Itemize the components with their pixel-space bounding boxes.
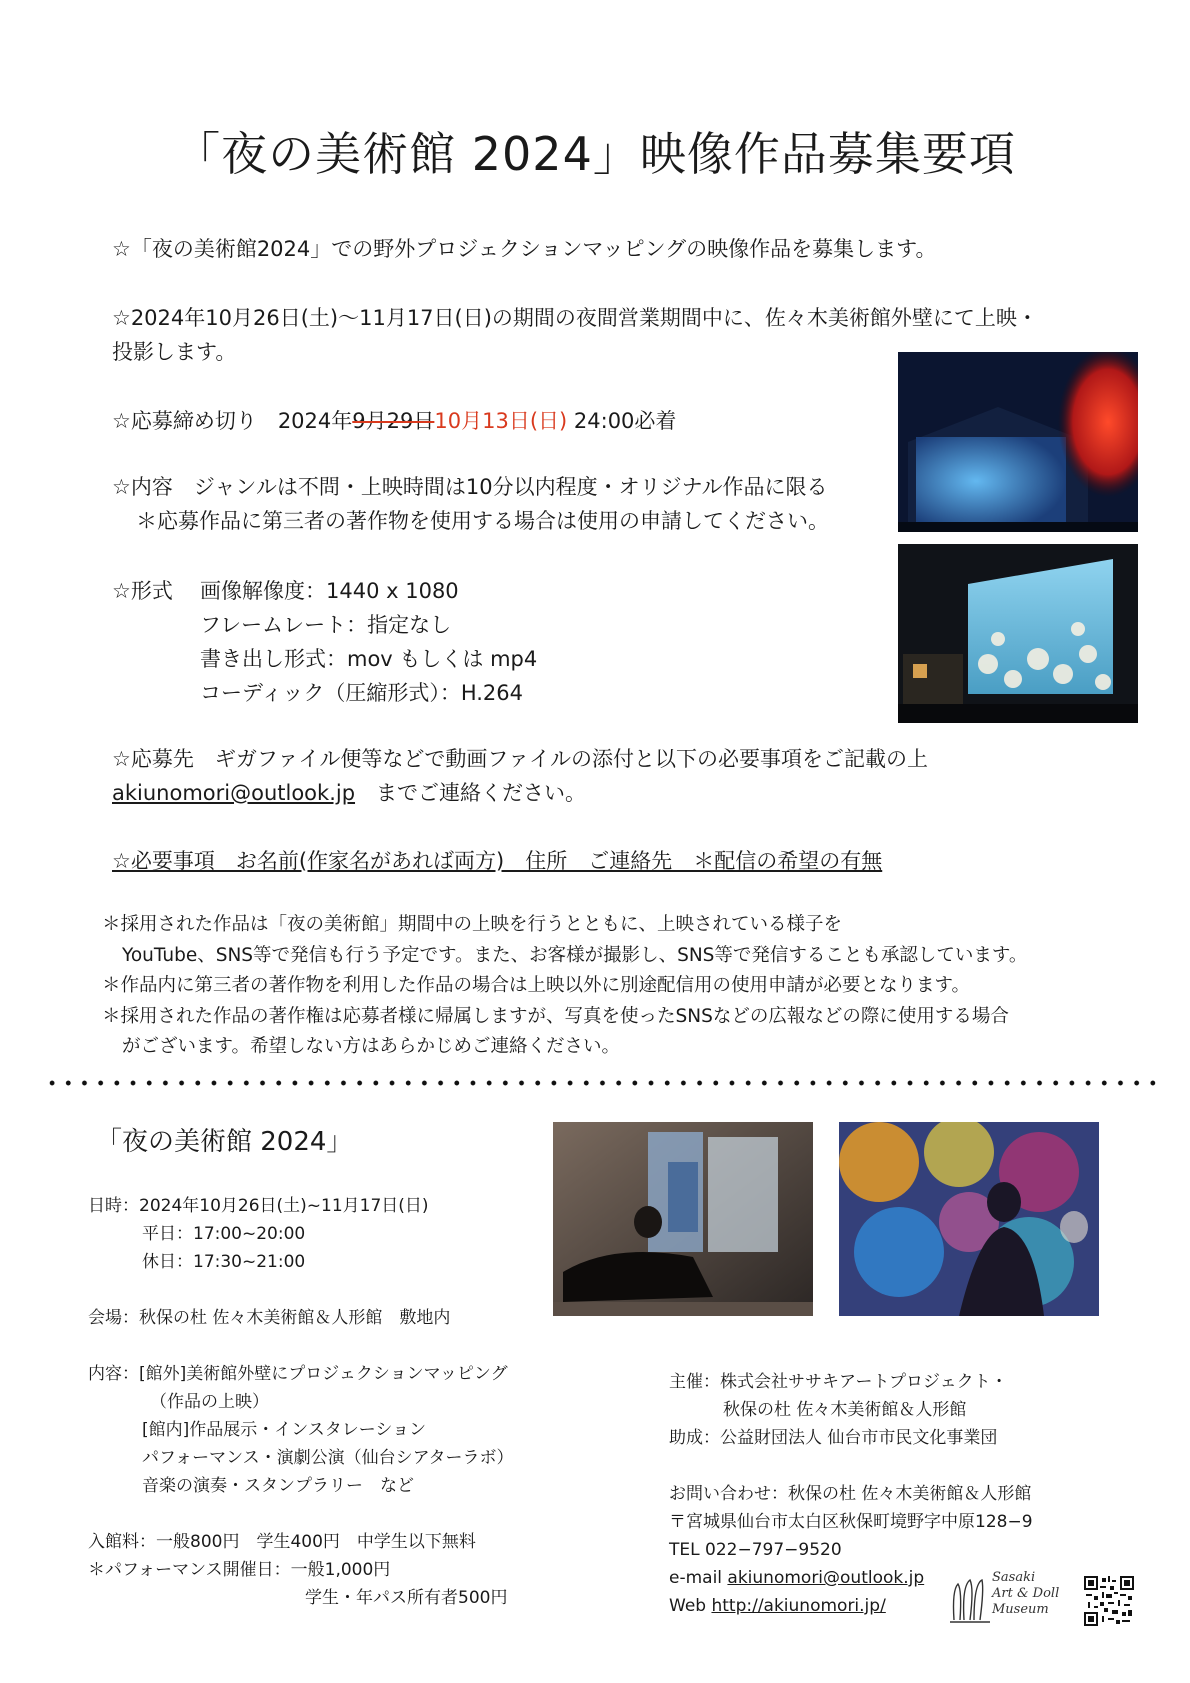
contact-web-link[interactable]: http://akiunomori.jp/: [711, 1596, 886, 1616]
event-content-line: [館内]作品展示・インスタレーション: [142, 1420, 427, 1440]
intro-line-2b: 投影します。: [112, 340, 237, 364]
format-item: 画像解像度：1440 x 1080: [200, 579, 459, 603]
event-content-line: パフォーマンス・演劇公演（仙台シアターラボ）: [142, 1448, 514, 1468]
note-line: ＊採用された作品の著作権は応募者様に帰属しますが、写真を使ったSNSなどの広報などの際に使用する場合: [102, 1005, 1009, 1027]
required-items: ☆必要事項 お名前(作家名があれば両方) 住所 ご連絡先 ＊配信の希望の有無: [112, 849, 883, 873]
event-schedule: [88, 1192, 429, 1276]
event-perf-fee: ＊パフォーマンス開催日：一般1,000円: [88, 1560, 391, 1580]
format-item: 書き出し形式：mov もしくは mp4: [200, 647, 538, 671]
logo-line-3: Museum: [992, 1602, 1049, 1617]
event-content: [88, 1360, 513, 1500]
note-line: ＊採用された作品は「夜の美術館」期間中の上映を行うとともに、上映されている様子を: [102, 914, 843, 935]
event-content-line: 内容：[館外]美術館外壁にプロジェクションマッピング: [88, 1364, 508, 1384]
contact-address: 〒宮城県仙台市太白区秋保町境野字中原128−9: [669, 1512, 1033, 1532]
deadline-tail: 24:00必着: [567, 409, 677, 433]
organizer-support: 助成：公益財団法人 仙台市市民文化事業団: [669, 1428, 998, 1448]
page-title: 「夜の美術館 2024」映像作品募集要項: [174, 127, 1016, 181]
content-line-2: ＊応募作品に第三者の著作物を使用する場合は使用の申請してください。: [136, 509, 829, 533]
event-content-line: （作品の上映）: [150, 1392, 269, 1412]
format-item: フレームレート：指定なし: [200, 613, 452, 637]
apply: [112, 742, 928, 810]
note-line: YouTube、SNS等で発信も行う予定です。また、お客様が撮影し、SNS等で発信することも承認しています。: [122, 944, 1028, 966]
note-line: ＊作品内に第三者の著作物を利用した作品の場合は上映以外に別途配信用の使用申請が必要となります。: [102, 975, 971, 996]
event-venue: 会場：秋保の杜 佐々木美術館＆人形館 敷地内: [88, 1308, 451, 1328]
contact-web-label: Web: [669, 1596, 712, 1616]
event-holiday: 休日：17:30~21:00: [142, 1252, 306, 1272]
logo-line-2: Art & Doll: [992, 1586, 1060, 1601]
logo-line-1: Sasaki: [992, 1570, 1036, 1585]
event-title: 「夜の美術館 2024」: [96, 1127, 353, 1157]
format-list: [200, 574, 537, 710]
museum-logo: [948, 1570, 1073, 1626]
event-content-line: 音楽の演奏・スタンプラリー など: [142, 1476, 414, 1496]
photo-projection-flowers: [898, 544, 1138, 723]
photo-piano-silhouette: [553, 1122, 813, 1316]
event-fee: 入館料：一般800円 学生400円 中学生以下無料: [88, 1532, 476, 1552]
event-date: 日時：2024年10月26日(土)~11月17日(日): [88, 1196, 429, 1216]
event-fees: [88, 1528, 507, 1612]
notes: [102, 910, 1027, 1063]
organizer-host-2: 秋保の杜 佐々木美術館＆人形館: [723, 1400, 967, 1420]
event-perf-fee-2: 学生・年パス所有者500円: [305, 1588, 508, 1608]
photo-colorful-silhouette: [839, 1122, 1099, 1316]
organizer-block: [669, 1368, 1008, 1452]
contact-email-link[interactable]: akiunomori@outlook.jp: [727, 1568, 925, 1588]
event-weekday: 平日：17:00~20:00: [142, 1224, 306, 1244]
photo-projection-red-tree: [898, 352, 1138, 532]
intro-line-2a: ☆2024年10月26日(土)〜11月17日(日)の期間の夜間営業期間中に、佐々木美術館外壁にて上映・: [112, 306, 1038, 330]
intro-line-1: ☆「夜の美術館2024」での野外プロジェクションマッピングの映像作品を募集します。: [112, 237, 937, 261]
format-item: コーディック（圧縮形式）：H.264: [200, 681, 523, 705]
note-line: がございます。希望しない方はあらかじめご連絡ください。: [122, 1036, 621, 1057]
contact-title: お問い合わせ：秋保の杜 佐々木美術館＆人形館: [669, 1484, 1032, 1504]
apply-line-1: ☆応募先 ギガファイル便等などで動画ファイルの添付と以下の必要事項をご記載の上: [112, 747, 928, 771]
apply-email-link[interactable]: akiunomori@outlook.jp: [112, 781, 356, 805]
content-spec: [112, 470, 829, 538]
apply-tail: までご連絡ください。: [355, 781, 587, 805]
organizer-host-1: 主催：株式会社ササキアートプロジェクト・: [669, 1372, 1008, 1392]
contact-email-label: e-mail: [669, 1568, 728, 1588]
deadline: [112, 404, 676, 438]
format-label: ☆形式: [112, 579, 173, 603]
deadline-old: 9月29日: [352, 409, 435, 433]
contact-tel: TEL 022−797−9520: [669, 1540, 842, 1560]
content-line-1: ☆内容 ジャンルは不問・上映時間は10分以内程度・オリジナル作品に限る: [112, 475, 828, 499]
deadline-new: 10月13日(日): [434, 409, 568, 433]
dotted-divider: [44, 1079, 1160, 1087]
deadline-label: ☆応募締め切り 2024年: [112, 409, 353, 433]
qr-code-icon: [1084, 1576, 1134, 1626]
